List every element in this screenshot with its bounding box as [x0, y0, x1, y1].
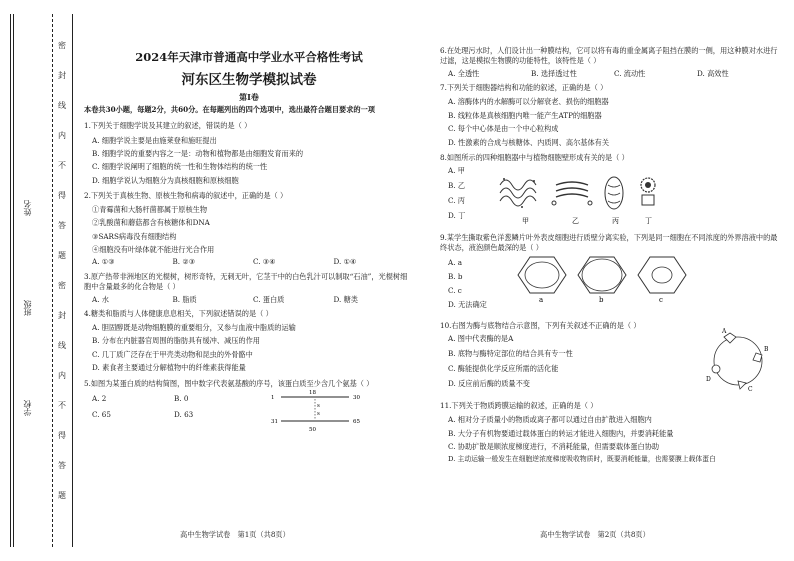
fig-label: s [317, 410, 320, 417]
fig-label: 65 [353, 418, 360, 425]
question-10 [440, 321, 780, 395]
option-row [84, 258, 414, 265]
page-footer-right: 高中生物学试卷 第2页（共8页） [540, 530, 650, 539]
fig-label: D [706, 376, 711, 384]
option: C. 细胞学说阐明了细胞的统一性和生物体结构的统一性 [92, 162, 268, 172]
option: B. 分布在内脏器官周围的脂肪具有缓冲、减压的作用 [92, 336, 260, 346]
question-stem: 8.如图所示的四种细胞器中与植物细胞壁形成有关的是（ ） [440, 152, 629, 162]
organelles-diagram [492, 163, 672, 227]
binding-line [10, 14, 11, 547]
centriole-icon [641, 178, 655, 205]
seal-char: 不 [58, 401, 66, 410]
page-right [440, 14, 780, 464]
fig-label: b [599, 296, 604, 304]
question-9 [440, 233, 780, 315]
exam-subtitle: 河东区生物学模拟试卷 [181, 71, 317, 88]
option: B. ②③ [172, 257, 196, 267]
option: B. 选择透过性 [531, 69, 577, 79]
option: C. 每个中心体是由一个中心粒构成 [448, 124, 559, 134]
option: C. 协助扩散是顺浓度梯度进行，不消耗能量，但需要载体蛋白协助 [448, 441, 660, 451]
option: D. 主动运输一般发生在细胞逆浓度梯度吸收物质时，既要消耗能量，也需要膜上载体蛋白 [448, 455, 716, 464]
er-icon [500, 178, 536, 208]
option: A. 溶酶体内的水解酶可以分解衰老、损伤的细胞器 [448, 97, 609, 107]
question-stem: 10.右图为酶与底物结合示意图，下列有关叙述不正确的是（ ） [440, 321, 641, 331]
option: B. 乙 [448, 180, 466, 190]
fig-label: c [659, 296, 663, 304]
exam-title: 2024年天津市普通高中学业水平合格性考试 [135, 50, 363, 64]
fig-label: 丙 [612, 216, 619, 225]
fig-label: 31 [271, 418, 278, 425]
option: C. c [448, 286, 462, 296]
option: C. 流动性 [614, 69, 646, 79]
seal-char: 答 [58, 461, 66, 470]
option: D. 高效性 [697, 69, 729, 79]
option: A. 相对分子质量小的物质或离子都可以通过自由扩散进入细胞内 [448, 415, 652, 425]
question-stem: 4.糖类和脂质与人体健康息息相关，下列叙述错误的是（ ） [84, 309, 273, 319]
section-title: 第Ⅰ卷 [239, 92, 259, 102]
seal-char: 密 [58, 281, 66, 290]
question-stem: 11.下列关于物质跨膜运输的叙述，正确的是（ ） [440, 401, 598, 411]
fig-label: 乙 [572, 216, 579, 225]
question-1 [84, 121, 414, 185]
fig-label: 50 [309, 426, 316, 433]
option: A. ①③ [92, 257, 115, 267]
fig-label: 1 [271, 394, 275, 401]
question-7 [440, 83, 780, 147]
question-2 [84, 191, 414, 266]
option: B. 脂质 [172, 294, 197, 304]
option: A. 细胞学说主要是由施莱登和施旺提出 [92, 135, 217, 145]
seal-char: 内 [58, 131, 66, 140]
seal-char: 得 [58, 191, 66, 200]
protein-structure-diagram [269, 385, 379, 433]
seal-char: 封 [58, 311, 66, 320]
binding-margin [0, 0, 82, 561]
fig-label: s [317, 402, 320, 409]
option: C. 蛋白质 [253, 294, 285, 304]
seal-char: 题 [58, 491, 66, 500]
statement: ②乳酸菌和蘑菇都含有核糖体和DNA [92, 218, 210, 228]
option: B. b [448, 272, 463, 282]
name-label: 姓名 [23, 200, 32, 216]
question-8 [440, 153, 780, 227]
binding-line [72, 14, 73, 547]
question-11 [440, 401, 780, 464]
option: A. 水 [92, 294, 109, 304]
option: A. 全透性 [448, 69, 480, 79]
option: D. ①④ [333, 257, 357, 267]
question-stem: 9.某学生撕取紫色洋葱鳞片叶外表皮细胞进行质壁分离实验，下列是同一细胞在不同浓度的外界溶液中的最终状态，液泡颜色最深的是（ ） [440, 232, 778, 253]
seal-char: 题 [58, 251, 66, 260]
plasmolysis-diagram [508, 253, 688, 303]
option: C. ③④ [253, 257, 276, 267]
option: A. a [448, 258, 463, 268]
mitochondrion-icon [605, 177, 623, 209]
option: D. 素食者主要通过分解植物中的纤维素获得能量 [92, 363, 246, 373]
fig-label: 甲 [522, 216, 529, 225]
seal-char: 内 [58, 371, 66, 380]
seal-char: 不 [58, 161, 66, 170]
instructions: 本卷共30小题，每题2分，共60分。在每题列出的四个选项中，选出最符合题目要求的一项 [84, 105, 375, 114]
question-stem: 5.如图为某蛋白质的结构简图，图中数字代表氨基酸的序号，该蛋白质至少含几个氨基（ ） [84, 378, 374, 388]
option: B. 细胞学说的重要内容之一是：动物和植物都是由细胞发育而来的 [92, 148, 304, 158]
option: D. 丁 [448, 210, 466, 220]
option: C. 酶能提供化学反应所需的活化能 [448, 364, 559, 374]
option-row [440, 70, 780, 77]
enzyme-substrate-diagram [702, 325, 772, 395]
question-stem: 6.在处理污水时，人们设计出一种膜结构，它可以将有毒的重金属离子阻挡在膜的一侧，用这种膜对水进行过滤，这是模拟生物膜的功能特性，该特性是（ ） [440, 46, 778, 66]
seal-char: 密 [58, 41, 66, 50]
option: D. 反应前后酶的质量不变 [448, 379, 530, 389]
seal-char: 线 [58, 341, 66, 350]
question-stem: 7.下列关于细胞器结构和功能的叙述，正确的是（ ） [440, 83, 608, 93]
option: B. 0 [174, 393, 189, 403]
fig-label: 丁 [645, 216, 652, 225]
fig-label: 30 [353, 394, 360, 401]
option: C. 几丁质广泛存在于甲壳类动物和昆虫的外骨骼中 [92, 349, 253, 359]
option: D. 细胞学说认为细胞分为真核细胞和原核细胞 [92, 175, 239, 185]
statement: ③SARS病毒没有细胞结构 [92, 231, 177, 241]
page-left [84, 14, 414, 433]
question-4 [84, 309, 414, 373]
option: A. 胆固醇既是动物细胞膜的重要组分，又参与血液中脂质的运输 [92, 323, 296, 333]
seal-dashed-line [52, 14, 53, 547]
option: C. 65 [92, 409, 111, 419]
option-row [84, 296, 414, 303]
option: D. 性激素的合成与核糖体、内质网、高尔基体有关 [448, 137, 610, 147]
fig-label: 18 [309, 389, 316, 396]
question-3 [84, 272, 414, 303]
school-label: 学校 [23, 400, 32, 416]
option: A. 2 [92, 393, 107, 403]
option: A. 甲 [448, 165, 465, 175]
option: B. 线粒体是真核细胞内唯一能产生ATP的细胞器 [448, 110, 602, 120]
fig-label: B [764, 346, 769, 354]
option: B. 大分子有机物要通过载体蛋白的转运才能进入细胞内，并要消耗能量 [448, 428, 674, 438]
option: D. 63 [174, 409, 194, 419]
option: D. 糖类 [333, 294, 358, 304]
class-label: 班级 [23, 300, 32, 316]
statement: ①青霉菌和大肠杆菌都属于原核生物 [92, 205, 208, 215]
question-stem: 3.原产热带非洲地区的光棍树，树形奇特，无刺无叶，它茎干中的白色乳汁可以制取“石油”，光棍树细胞中含量最多的化合物是（ ） [84, 271, 408, 291]
option: D. 无法确定 [448, 300, 487, 310]
question-stem: 1.下列关于细胞学说及其建立的叙述，错误的是（ ） [84, 121, 252, 131]
question-5 [84, 378, 414, 433]
question-stem: 2.下列关于真核生物、原核生物和病毒的叙述中，正确的是（ ） [84, 190, 288, 200]
statement: ④细胞没有叶绿体就不能进行光合作用 [92, 245, 215, 255]
golgi-icon [552, 182, 592, 205]
seal-char: 得 [58, 431, 66, 440]
binding-line [13, 14, 14, 547]
fig-label: a [539, 296, 544, 304]
fig-label: A [722, 328, 727, 336]
page-footer-left: 高中生物学试卷 第1页（共8页） [180, 530, 290, 539]
seal-char: 封 [58, 71, 66, 80]
fig-label: C [748, 386, 753, 394]
question-6 [440, 46, 780, 77]
seal-char: 线 [58, 101, 66, 110]
seal-char: 答 [58, 221, 66, 230]
option: A. 图中代表酶的是A [448, 334, 514, 344]
option: C. 丙 [448, 195, 465, 205]
option: B. 底物与酶特定部位的结合具有专一性 [448, 349, 573, 359]
